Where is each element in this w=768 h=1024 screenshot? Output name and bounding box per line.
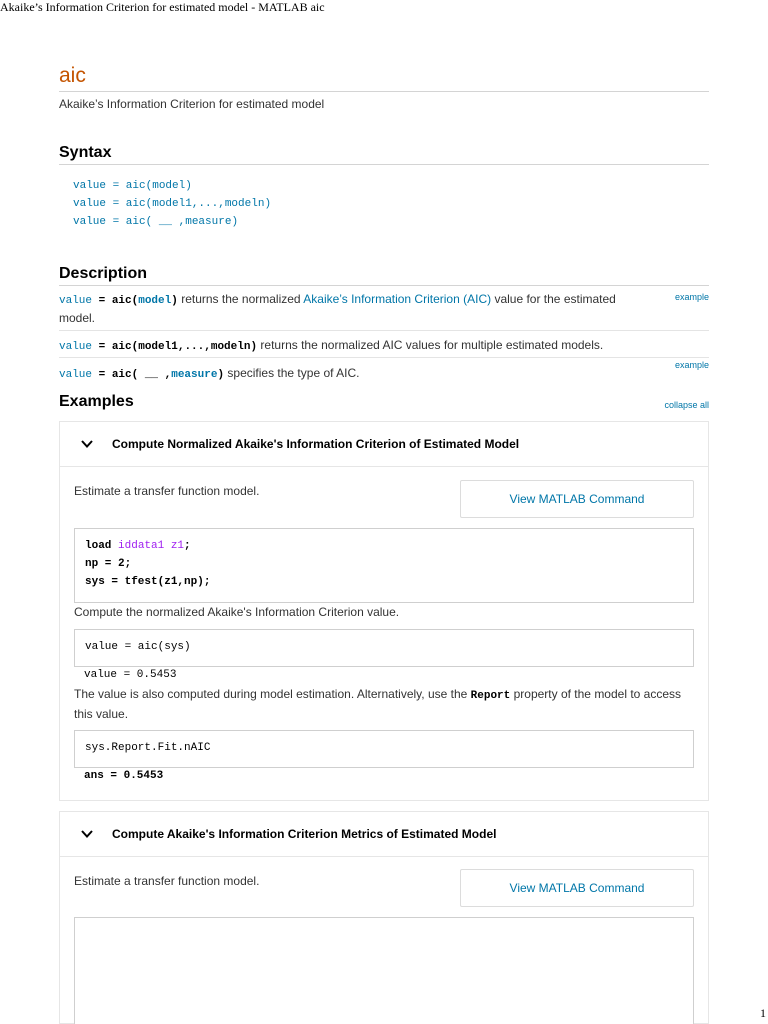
desc-code-output: value	[59, 369, 93, 381]
code-output: value = 0.5453	[84, 669, 177, 681]
view-matlab-command-button[interactable]: View MATLAB Command	[460, 480, 694, 518]
code-line	[85, 540, 191, 552]
page-number: 1	[760, 1006, 766, 1020]
aic-link[interactable]: Akaike’s Information Criterion (AIC)	[303, 292, 492, 306]
example-text: Compute the normalized Akaike's Information Criterion value.	[74, 605, 400, 619]
example-text: Estimate a transfer function model.	[74, 484, 260, 498]
syntax-suffix: )	[264, 198, 272, 210]
code-string: iddata1 z1	[118, 540, 185, 552]
desc-code-arg: measure	[171, 369, 218, 381]
collapse-all-link[interactable]: collapse all	[664, 400, 709, 410]
code-block[interactable]	[74, 629, 694, 667]
example-link[interactable]: example	[674, 360, 709, 370]
code-output: ans = 0.5453	[84, 770, 164, 782]
desc-code-output: value	[59, 341, 93, 353]
syntax-prefix: value = aic( __ ,	[73, 216, 186, 228]
desc-text: returns the normalized AIC values for multiple estimated models.	[257, 338, 604, 352]
code-line: sys.Report.Fit.nAIC	[85, 742, 211, 754]
page-title: aic	[59, 64, 86, 87]
desc-code-output: value	[59, 295, 93, 307]
desc-code-call: = aic( __ ,	[92, 369, 172, 381]
syntax-heading: Syntax	[59, 144, 112, 161]
ref-purpose: Akaike’s Information Criterion for estimated model	[59, 97, 325, 111]
syntax-line[interactable]	[73, 180, 192, 192]
code-block[interactable]	[74, 917, 694, 1024]
syntax-prefix: value = aic(	[73, 180, 153, 192]
title-divider	[59, 91, 709, 92]
desc-code-arg: model	[138, 295, 172, 307]
code-line: value = aic(sys)	[85, 641, 191, 653]
syntax-suffix: )	[231, 216, 239, 228]
example-text-part: property of the model to access this value.	[74, 687, 682, 721]
code-block[interactable]	[74, 528, 694, 603]
example-card-header[interactable]	[60, 422, 708, 467]
code-line: np = 2;	[85, 558, 132, 570]
code-line: sys = tfest(z1,np);	[85, 576, 211, 588]
syntax-line[interactable]	[73, 216, 238, 228]
example-card	[59, 811, 709, 1024]
example-card-header[interactable]	[60, 812, 708, 857]
desc-code-close: )	[171, 295, 178, 307]
desc-code-close: )	[217, 369, 225, 381]
example-text	[74, 685, 696, 723]
description-row-divider	[59, 357, 709, 358]
syntax-divider	[59, 164, 709, 165]
description-row-divider	[59, 330, 709, 331]
example-title: Compute Normalized Akaike's Information Criterion of Estimated Model	[112, 437, 520, 451]
example-text-part: The value is also computed during model estimation. Alternatively, use the	[74, 687, 471, 701]
syntax-arg: measure	[185, 216, 232, 228]
desc-text: value for the estimated model.	[59, 292, 616, 325]
examples-heading: Examples	[59, 393, 134, 410]
page-header: Akaike’s Information Criterion for estimated model - MATLAB aic	[0, 0, 325, 14]
syntax-arg: model1,...,modeln	[152, 198, 265, 210]
description-row	[59, 365, 709, 384]
description-divider	[59, 285, 709, 286]
desc-text: specifies the type of AIC.	[224, 366, 360, 380]
chevron-down-icon[interactable]	[80, 827, 94, 841]
syntax-prefix: value = aic(	[73, 198, 153, 210]
view-matlab-command-button[interactable]: View MATLAB Command	[460, 869, 694, 907]
description-heading: Description	[59, 265, 148, 282]
desc-text: returns the normalized	[177, 292, 304, 306]
desc-code-call: = aic(	[92, 341, 139, 353]
desc-code-call: = aic(	[92, 295, 139, 307]
example-link[interactable]: example	[674, 292, 709, 302]
desc-code-close: )	[250, 341, 258, 353]
syntax-arg: model	[152, 180, 186, 192]
desc-code-arg: model1,...,modeln	[138, 341, 251, 353]
chevron-down-icon[interactable]	[80, 437, 94, 451]
example-card	[59, 421, 709, 801]
syntax-line[interactable]	[73, 198, 271, 210]
code-punct: ;	[184, 540, 191, 552]
example-text: Estimate a transfer function model.	[74, 874, 260, 888]
example-title: Compute Akaike's Information Criterion Metrics of Estimated Model	[112, 827, 497, 841]
description-row	[59, 337, 709, 356]
description-row	[59, 291, 619, 327]
code-keyword: load	[85, 540, 119, 552]
syntax-suffix: )	[185, 180, 192, 192]
inline-code: Report	[470, 690, 511, 702]
code-block[interactable]	[74, 730, 694, 768]
